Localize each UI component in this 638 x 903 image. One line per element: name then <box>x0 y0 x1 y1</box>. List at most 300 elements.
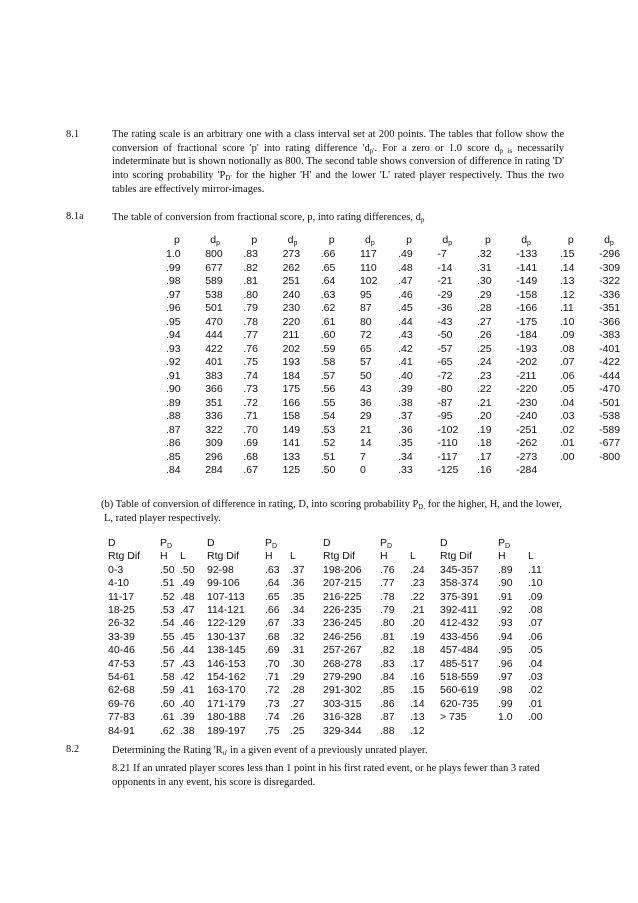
table-cell: 154-162 <box>207 671 246 684</box>
table-cell: .64 <box>320 275 336 287</box>
table-row <box>166 383 638 397</box>
table-cell: 433-456 <box>440 630 479 643</box>
table-cell: .39 <box>398 383 413 395</box>
table-row <box>166 464 638 478</box>
table-cell: .49 <box>398 248 413 260</box>
table-cell: .31 <box>290 644 305 657</box>
table-row <box>166 302 638 316</box>
table-cell: -401 <box>599 342 621 355</box>
table-cell: .69 <box>243 437 258 449</box>
table-cell: -141 <box>516 261 538 274</box>
table-cell: 560-619 <box>440 684 479 697</box>
table-cell: 26-32 <box>108 617 135 630</box>
table-cell: -309 <box>599 261 621 274</box>
table-cell: .21 <box>476 396 492 409</box>
table-cell: .93 <box>498 617 513 630</box>
table-cell: 392-411 <box>440 604 478 617</box>
table-cell: .73 <box>243 383 258 395</box>
table-cell: 193 <box>282 356 301 368</box>
table-cell: .35 <box>398 437 413 449</box>
table-cell: 230 <box>282 302 301 314</box>
table-cell: -444 <box>599 369 621 382</box>
table-cell: .34 <box>398 450 413 463</box>
table-header-row <box>166 233 638 248</box>
table-row <box>166 329 638 343</box>
table-header-row <box>108 537 558 550</box>
table-cell: .22 <box>410 590 425 603</box>
table-row <box>108 564 558 577</box>
table-cell: -470 <box>599 383 621 395</box>
table-cell: 257-267 <box>323 644 362 657</box>
table-cell: 138-145 <box>207 644 246 657</box>
table-cell: .56 <box>160 644 175 657</box>
table-cell: .78 <box>380 590 395 603</box>
table-cell: 50 <box>359 369 372 382</box>
table-cell: .08 <box>528 604 543 617</box>
table-cell: .91 <box>498 590 513 603</box>
table-cell: .19 <box>410 630 425 643</box>
table-cell: .40 <box>180 697 195 710</box>
table-cell: 800 <box>205 248 223 260</box>
table-row <box>166 451 638 465</box>
table-cell: .06 <box>559 369 575 382</box>
table-cell: 518-559 <box>440 671 479 684</box>
table-cell: -36 <box>437 302 453 314</box>
table-cell: .76 <box>243 342 258 355</box>
section-8-21-paragraph: 8.21 If an unrated player scores less than 1 point in his first rated event, or he plays fewer than 3 rated opponents in any event, his score is disregarded. <box>112 763 540 788</box>
table-cell: 11-17 <box>108 590 135 603</box>
column-header <box>410 537 440 550</box>
table-cell: .02 <box>528 684 543 697</box>
table-cell: -220 <box>516 383 538 395</box>
section-8-1a-title: The table of conversion from fractional score, p, into rating differences, $d_p$ <box>112 212 425 224</box>
table-cell: 1.0 <box>166 248 181 260</box>
table-cell: 457-484 <box>440 644 479 657</box>
table-cell: -366 <box>599 315 621 328</box>
table-cell: -29 <box>437 288 453 301</box>
table-cell: 1.0 <box>498 711 513 724</box>
table-cell: .90 <box>166 383 181 395</box>
table-cell: .84 <box>380 671 395 684</box>
table-row <box>108 684 558 697</box>
table-cell: .60 <box>320 329 336 341</box>
table-cell <box>498 725 528 738</box>
table-cell: .05 <box>528 644 543 657</box>
table-cell: 422 <box>205 342 223 355</box>
table-cell: 236-245 <box>323 617 362 630</box>
table-cell: .10 <box>528 577 543 590</box>
table-cell: .74 <box>265 711 280 724</box>
table-cell: .27 <box>290 697 305 710</box>
table-row <box>108 658 558 671</box>
table-cell: .76 <box>380 563 395 576</box>
column-header: $P_D$ <box>160 537 173 550</box>
column-header: D <box>323 537 331 549</box>
table-cell: .42 <box>398 342 413 355</box>
table-cell: .52 <box>320 437 336 449</box>
table-cell: 158 <box>282 410 301 422</box>
table-cell: 40-46 <box>108 644 135 657</box>
table-cell: .78 <box>243 315 258 328</box>
table-cell: .82 <box>243 261 258 274</box>
table-cell: .94 <box>498 630 513 643</box>
table-cell: .09 <box>528 590 543 603</box>
table-cell: -230 <box>516 396 538 409</box>
table-cell: .36 <box>290 577 305 590</box>
table-cell: 54-61 <box>108 671 135 684</box>
table-cell: -273 <box>516 450 538 463</box>
table-cell: .92 <box>166 356 181 368</box>
table-cell: .14 <box>410 697 425 710</box>
table-cell: .98 <box>166 275 181 287</box>
table-cell: 279-290 <box>323 671 362 684</box>
table-row <box>166 275 638 289</box>
column-header: D <box>207 537 215 549</box>
table-cell: .95 <box>166 315 181 328</box>
table-cell: .79 <box>380 604 395 617</box>
table-cell: -57 <box>437 342 453 355</box>
table-cell: .57 <box>160 657 175 670</box>
table-cell: .68 <box>265 630 280 643</box>
table-cell: 72 <box>359 329 372 341</box>
table-cell: .24 <box>476 356 492 368</box>
table-cell: 296 <box>205 450 223 463</box>
table-cell: .59 <box>320 342 336 355</box>
table-cell: .83 <box>243 248 258 260</box>
table-cell: 383 <box>205 369 223 382</box>
table-cell: .07 <box>559 356 575 368</box>
table-cell: .03 <box>559 410 575 422</box>
table-cell: 166 <box>282 396 301 409</box>
table-cell: .46 <box>180 617 195 630</box>
table-cell: 316-328 <box>323 711 362 724</box>
table-cell: .67 <box>265 617 280 630</box>
table-cell: 57 <box>359 356 372 368</box>
table-cell: 146-153 <box>207 657 246 670</box>
table-header-row <box>108 550 558 563</box>
table-cell: 291-302 <box>323 684 362 697</box>
table-cell: -296 <box>599 248 621 260</box>
table-cell: .63 <box>320 288 336 301</box>
table-cell: .29 <box>476 288 492 301</box>
table-cell: .11 <box>559 302 574 314</box>
table-cell: .74 <box>243 369 258 382</box>
table-cell: .77 <box>380 577 395 590</box>
table-cell: 107-113 <box>207 590 245 603</box>
table-cell: -322 <box>599 275 621 287</box>
table-cell: 141 <box>282 437 301 449</box>
column-header: Rtg Dif <box>440 550 473 563</box>
table-cell: -184 <box>516 329 538 341</box>
table-cell: 184 <box>282 369 301 382</box>
table-cell: .56 <box>320 383 336 395</box>
table-cell: 133 <box>282 450 301 463</box>
column-header <box>180 537 207 550</box>
table-cell: -110 <box>437 437 458 449</box>
table-cell <box>599 464 638 478</box>
table-cell: .10 <box>559 315 575 328</box>
table-row <box>108 591 558 604</box>
table-cell: 284 <box>205 464 223 476</box>
table-cell: .60 <box>160 697 175 710</box>
column-header: p <box>406 234 412 246</box>
table-cell: -166 <box>516 302 538 314</box>
table-cell: .88 <box>166 410 181 422</box>
table-cell: .18 <box>476 437 492 449</box>
table-cell: .47 <box>398 275 413 287</box>
table-cell: .85 <box>380 684 395 697</box>
table-cell: 589 <box>205 275 223 287</box>
table-cell: 268-278 <box>323 657 362 670</box>
table-cell: .73 <box>265 697 280 710</box>
table-cell: 412-432 <box>440 617 479 630</box>
table-cell: 444 <box>205 329 223 341</box>
table-cell: 114-121 <box>207 604 245 617</box>
table-cell: .29 <box>290 671 305 684</box>
table-cell: .46 <box>398 288 413 301</box>
table-cell: .20 <box>476 410 492 422</box>
table-cell: -80 <box>437 383 453 395</box>
table-cell: -383 <box>599 329 621 341</box>
column-header: L <box>528 550 534 563</box>
table-row <box>108 725 558 738</box>
table-cell: 345-357 <box>440 563 479 576</box>
table-cell: .69 <box>265 644 280 657</box>
table-cell: 4-10 <box>108 577 130 590</box>
table-cell: .86 <box>380 697 395 710</box>
table-cell: .49 <box>180 577 195 590</box>
table-cell: .80 <box>380 617 395 630</box>
table-cell: 84-91 <box>108 724 135 737</box>
section-number-8-1a: 8.1a <box>66 211 84 222</box>
table-cell: .04 <box>559 396 575 409</box>
table-cell: .65 <box>320 261 336 274</box>
table-cell <box>440 725 498 738</box>
table-row <box>108 671 558 684</box>
table-cell: -125 <box>437 464 459 476</box>
table-cell: .17 <box>476 450 492 463</box>
table-cell: .32 <box>476 248 492 260</box>
table-cell: .03 <box>528 671 543 684</box>
table-cell: .38 <box>180 724 195 737</box>
table-cell: 309 <box>205 437 223 449</box>
table-cell: .54 <box>320 410 336 422</box>
table-cell: .96 <box>498 657 513 670</box>
table-row <box>166 410 638 424</box>
column-header: $d_p$ <box>442 234 453 247</box>
table-cell: .12 <box>559 288 575 301</box>
column-header: $d_p$ <box>604 234 614 247</box>
table-cell: .13 <box>410 711 425 724</box>
table-cell: .38 <box>398 396 413 409</box>
table-cell: -589 <box>599 423 621 436</box>
table-cell: 198-206 <box>323 563 362 576</box>
table-cell: .01 <box>559 437 575 449</box>
table-cell: -87 <box>437 396 453 409</box>
table-cell: .16 <box>476 464 492 476</box>
table-cell: .28 <box>290 684 305 697</box>
section-8-1b-text: (b) Table of conversion of difference in rating, D, into scoring probability $P_{D,}$ for the higher, H, and the lower, L, rated player respectively. <box>101 499 562 524</box>
table-cell: .81 <box>380 630 395 643</box>
table-cell: -72 <box>437 369 453 382</box>
table-cell: .43 <box>180 657 195 670</box>
table-cell: 80 <box>359 315 372 328</box>
table-cell: .25 <box>290 724 305 737</box>
table-cell: 171-179 <box>207 697 246 710</box>
table-cell: 216-225 <box>323 590 362 603</box>
table-cell: 87 <box>359 302 372 314</box>
table-cell: 220 <box>282 315 301 328</box>
table-cell: .71 <box>265 671 280 684</box>
table-row <box>166 370 638 384</box>
column-header: $d_p$ <box>364 234 375 247</box>
column-header: p <box>567 234 574 246</box>
section-8-1b-paragraph <box>101 498 566 525</box>
table-cell: 501 <box>205 302 223 314</box>
table-cell: 29 <box>359 410 372 422</box>
table-cell: 18-25 <box>108 604 135 617</box>
table-row <box>108 577 558 590</box>
table-cell: .00 <box>559 450 575 463</box>
table-cell: .79 <box>243 302 258 314</box>
table-cell: .35 <box>290 590 305 603</box>
table-cell: .44 <box>180 644 195 657</box>
table-cell: .33 <box>290 617 305 630</box>
table-cell: .88 <box>380 724 395 737</box>
table-cell: -211 <box>516 369 537 382</box>
table-cell: .75 <box>243 356 258 368</box>
table-cell <box>560 464 599 478</box>
table-row <box>108 698 558 711</box>
table-cell: .05 <box>559 383 575 395</box>
table-cell: -175 <box>516 315 538 328</box>
table-cell: .99 <box>166 261 181 274</box>
table-cell: 65 <box>359 342 372 355</box>
table-cell: 7 <box>359 450 366 463</box>
table-cell: 149 <box>282 423 301 436</box>
table-cell: .67 <box>243 464 258 476</box>
table-cell: 677 <box>205 261 223 274</box>
table-cell: -193 <box>516 342 538 355</box>
section-number-8-2: 8.2 <box>66 744 80 755</box>
column-header: L <box>290 550 296 563</box>
table-cell: 0-3 <box>108 563 124 576</box>
table-row <box>166 316 638 330</box>
table-cell: 110 <box>359 261 377 274</box>
table-cell: -117 <box>437 450 458 463</box>
table-cell: 251 <box>282 275 301 287</box>
table-row <box>166 343 638 357</box>
table-cell: 336 <box>205 410 223 422</box>
table-cell: -95 <box>437 410 453 422</box>
table-cell: 125 <box>282 464 301 476</box>
table-cell: .48 <box>398 261 413 274</box>
table-row <box>108 617 558 630</box>
table-cell: 0 <box>359 464 366 476</box>
table-cell: 620-735 <box>440 697 479 710</box>
table-cell: -43 <box>437 315 453 328</box>
table-cell: > 735 <box>440 711 467 724</box>
table-cell: .07 <box>528 617 543 630</box>
table-cell: 95 <box>359 288 372 301</box>
table-cell: .36 <box>398 423 413 436</box>
table-cell: 69-76 <box>108 697 135 710</box>
table-cell: .57 <box>320 369 336 382</box>
column-header: H <box>380 550 388 563</box>
table-cell: 102 <box>359 275 378 287</box>
table-cell: .53 <box>160 604 175 617</box>
column-header: H <box>160 550 168 563</box>
table-cell: .06 <box>528 630 543 643</box>
table-cell: 62-68 <box>108 684 135 697</box>
column-header: p <box>251 234 258 246</box>
table-cell: .86 <box>166 437 181 449</box>
table-cell: -251 <box>516 423 538 436</box>
table-cell: .89 <box>166 396 181 409</box>
table-cell: -422 <box>599 356 621 368</box>
table-cell: .15 <box>559 248 575 260</box>
table-cell: .96 <box>166 302 181 314</box>
table-cell: 366 <box>205 383 223 395</box>
table-cell: .23 <box>410 577 425 590</box>
table-cell: .97 <box>498 671 513 684</box>
column-header: L <box>410 550 416 563</box>
column-header: D <box>108 537 116 549</box>
table-cell: .44 <box>398 315 413 328</box>
table-cell: 175 <box>282 383 301 395</box>
table-cell: 262 <box>282 261 301 274</box>
table-cell: .09 <box>559 329 575 341</box>
table-cell: -14 <box>437 261 453 274</box>
table-cell: .28 <box>476 302 492 314</box>
table-cell: .98 <box>498 684 513 697</box>
table-cell: .85 <box>166 450 181 463</box>
table-cell: .21 <box>410 604 425 617</box>
table-cell: .39 <box>180 711 195 724</box>
table-row <box>166 262 638 276</box>
table-cell: .87 <box>380 711 395 724</box>
column-header: p <box>328 234 335 246</box>
table-cell: 92-98 <box>207 563 234 576</box>
table-cell: 351 <box>205 396 223 409</box>
section-8-2-title: Determining the Rating '$R_{u'}$ in a given event of a previously unrated player. <box>112 745 428 757</box>
table-cell: 180-188 <box>207 711 246 724</box>
table-cell: .83 <box>380 657 395 670</box>
table-cell: .54 <box>160 617 175 630</box>
section-8-1-paragraph: The rating scale is an arbitrary one with a class interval set at 200 points. The tables that follow show the conversion of fractional score 'p' into rating difference '$d_{p'}$. For a zero or 1.0 score $d_{p is}$ necessarily indeterminate but is shown notionally as 800. The second table shows conversion of difference in rating 'D' into scoring probability '$P_{D'}$ for the higher 'H' and the lower 'L' rated player respectively. Thus the two tables are effectively mirror-images. <box>112 129 564 195</box>
table-cell: .71 <box>243 410 258 422</box>
table-cell: 207-215 <box>323 577 362 590</box>
table-cell: 246-256 <box>323 630 362 643</box>
table-cell: .95 <box>498 644 513 657</box>
table-cell: 240 <box>282 288 301 301</box>
table-cell: .90 <box>498 577 513 590</box>
table-cell: 538 <box>205 288 223 301</box>
table-cell <box>528 725 558 738</box>
table-cell: .91 <box>166 369 181 382</box>
table-cell: -202 <box>516 356 538 368</box>
column-header: H <box>265 550 273 563</box>
table-cell: .12 <box>410 724 425 737</box>
column-header: L <box>180 550 186 563</box>
table-cell: .26 <box>476 329 492 341</box>
table-row <box>166 356 638 370</box>
table-cell: .23 <box>476 369 492 382</box>
table-cell: .14 <box>559 261 575 274</box>
table-cell: -538 <box>599 410 621 422</box>
table-cell: -336 <box>599 288 621 301</box>
table-cell: 358-374 <box>440 577 479 590</box>
